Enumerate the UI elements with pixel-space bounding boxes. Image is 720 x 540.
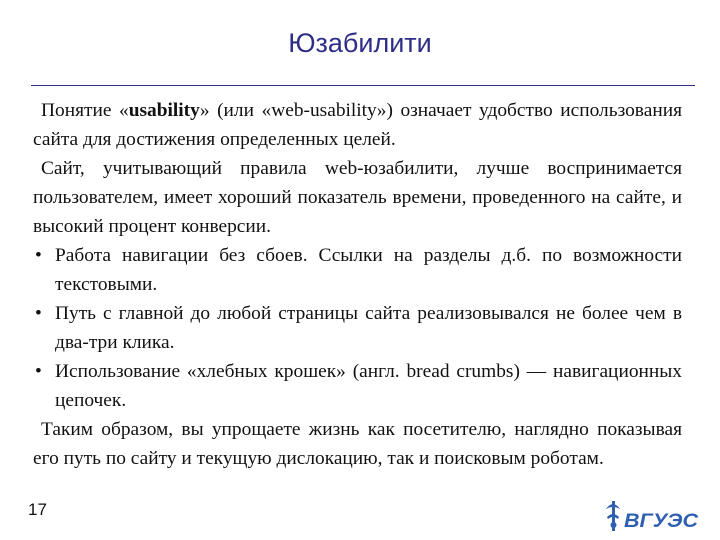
- title-divider: [31, 85, 695, 86]
- logo-wordmark: ВГУЭС: [624, 511, 699, 532]
- bullet-marker: •: [35, 245, 42, 266]
- university-logo-icon: [604, 497, 702, 535]
- paragraph-definition: [33, 96, 682, 154]
- bullet-item-clicks: [33, 299, 682, 357]
- bullet-marker: •: [35, 303, 42, 324]
- definition-suffix: » (или «web-usability») означает удобство использования сайта для достижения определенных целей.: [33, 100, 682, 150]
- paragraph-conclusion: Таким образом, вы упрощаете жизнь как посетителю, наглядно показывая его путь по сайту и текущую дислокацию, так и поисковым роботам.: [33, 419, 682, 469]
- definition-prefix: Понятие «: [41, 100, 129, 121]
- slide-title: Юзабилити: [288, 28, 432, 58]
- bullet-text: Работа навигации без сбоев. Ссылки на разделы д.б. по возможности текстовыми.: [55, 245, 682, 295]
- paragraph-benefits: Сайт, учитывающий правила web-юзабилити, лучше воспринимается пользователем, имеет хороший показатель времени, проведенного на сайте, и высокий процент конверсии.: [33, 158, 682, 237]
- bullet-marker: •: [35, 361, 42, 382]
- bullet-text: Путь с главной до любой страницы сайта реализовывался не более чем в два-три клика.: [55, 303, 682, 353]
- bullet-item-breadcrumbs: [33, 357, 682, 415]
- bullet-item-navigation: [33, 241, 682, 299]
- slide-body: [33, 96, 682, 473]
- bullet-text: Использование «хлебных крошек» (англ. bread crumbs) — навигационных цепочек.: [55, 361, 682, 411]
- definition-term: usability: [128, 100, 200, 121]
- page-number: 17: [28, 500, 47, 519]
